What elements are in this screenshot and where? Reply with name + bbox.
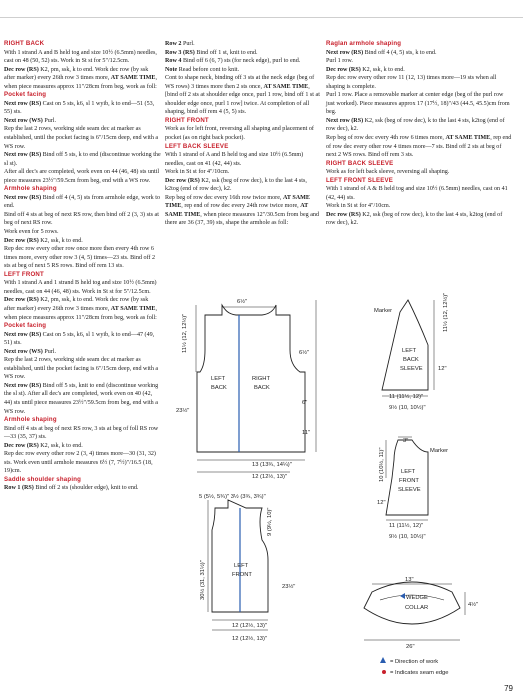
collar-label-1: WEDGE — [406, 595, 428, 601]
instruction-paragraph: Bind off 4 sts at beg of next RS row, 3 sts at beg of foll RS row—33 (35, 37) sts. — [4, 425, 159, 441]
instruction-paragraph: Rep dec row every other row 11 (12, 13) times more—19 sts when all shaping is complete. — [326, 75, 497, 90]
instruction-label: Dec row (RS) — [326, 211, 363, 218]
instruction-text: Rep beg of row dec every 4th row 6 times more, — [326, 135, 446, 142]
instruction-text: Purl. — [44, 117, 57, 124]
back-bottom-outer: 13 (13¾, 14¼)" — [252, 462, 292, 468]
back-side: 11" — [302, 430, 311, 436]
instruction-text: , when piece measures approx 11"/28cm from beg, work as foll: — [4, 75, 158, 90]
front-sleeve-label-3: SLEEVE — [398, 487, 421, 493]
instruction-text: K2, pm, ssk, k to end. Work dec row (by ssk after marker) every 26th row 3 times more, — [4, 297, 149, 312]
section-heading: Pocket facing — [4, 322, 47, 330]
instruction-paragraph: Rep the last 2 rows, working side seam dec at marker as established, until the pocket facing is 6"/15cm deep, end with a WS row. — [4, 357, 159, 381]
instruction-text: K2, ssk, k to end. — [40, 442, 83, 449]
legend-arrow-text: = Direction of work — [390, 659, 439, 665]
instruction-label: Row 3 (RS) — [165, 49, 197, 56]
instruction-text: Purl. — [182, 41, 195, 47]
collar-label-2: COLLAR — [405, 605, 429, 611]
instruction-label: Next row (RS) — [4, 152, 43, 159]
front-armhole: 9 (9½, 10)" — [267, 507, 273, 536]
instruction-label: Next row (RS) — [326, 49, 365, 56]
back-sleeve-label-1: LEFT — [402, 348, 417, 354]
instruction-text: Cast on 5 sts, k6, sl 1 wyib, k to end—51 (53, 55) sts. — [4, 100, 155, 116]
back-sleeve-label-2: BACK — [403, 357, 419, 363]
instruction-paragraph: Work even for 5 rows. — [4, 229, 59, 236]
instruction-label: Row 1 (RS) — [4, 485, 36, 492]
instruction-text: Bind off 6 (6, 7) sts (for neck edge), purl to end. — [182, 58, 301, 65]
section-heading: LEFT BACK SLEEVE — [165, 142, 229, 150]
instruction-label: Dec row (RS) — [4, 237, 41, 244]
instruction-paragraph: After all dec's are completed, work even on 44 (46, 48) sts until piece measures 23½"/59.5cm from beg, end with a WS row. — [4, 169, 160, 184]
front-sleeve-bottom-outer: 11 (11½, 12)" — [389, 523, 424, 529]
instruction-paragraph: With 1 strand A and 1 strand B held tog and size 10½ (6.5mm) needles, cast on 44 (46, 48) sts. Work in St st for 5"/12.5cm. — [4, 280, 157, 295]
instruction-text: Bind off 2 sts (shoulder edge), knit to end. — [35, 485, 139, 492]
instruction-label: Next row (RS) — [4, 331, 43, 338]
collar-bottom: 26" — [406, 644, 415, 650]
instruction-label: Dec row (RS) — [4, 66, 41, 73]
back-right-label-1: RIGHT — [252, 376, 271, 382]
instruction-paragraph: Rep dec row every other row 2 (3, 4) times more—30 (31, 32) sts. Work even until armhole measures 6½ (7, 7½)"/16.5 (18, 19)cm. — [4, 451, 156, 475]
front-top-measure: 5 (5½, 5¾)" 3½ (3¾, 3¾)" — [199, 494, 266, 500]
instruction-text: , rep end of row dec every other row 4 times more—7 sts. Bind off 2 sts at beg of next 2 WS rows. Bind off rem 3 sts. — [326, 135, 512, 159]
front-sleeve-marker: Marker — [430, 448, 449, 454]
instruction-paragraph: Purl 1 row. — [326, 58, 353, 65]
instruction-text: , when piece measures approx 11"/28cm from beg, work as foll: — [4, 305, 158, 321]
instruction-text: , when piece measures 12"/30.5cm from beg and there are 36 (37, 39) sts, shape the armhole as foll: — [165, 211, 320, 227]
back-sleeve-bottom-outer: 11 (11½, 12)" — [389, 394, 424, 400]
instruction-text: Bind off 5 sts, knit to end (discontinue working the sl st). After all dec's are completed, work even on 40 (42, 44) sts until piece measures 23½"/59.5cm from beg, end with a WS row. — [4, 382, 159, 415]
instruction-label: Next row (RS) — [4, 382, 43, 389]
instruction-text: Bind off 1 st, knit to end. — [196, 49, 258, 56]
instruction-label: AT SAME TIME — [110, 75, 156, 82]
back-sleeve-length: 12" — [438, 366, 447, 372]
back-sleeve-marker: Marker — [374, 308, 393, 314]
instruction-label: AT SAME TIME — [445, 135, 491, 142]
front-sleeve-label-1: LEFT — [401, 469, 416, 475]
instruction-text: Bind off 5 sts, k to end (discontinue working the sl st). — [4, 152, 161, 167]
instruction-paragraph: Rep dec row every other row once more then every 4th row 6 times more, every other row 3 (4, 5) times—23 sts. Bind off 2 sts at beg of next 5 RS rows. Bind off rem 13 sts. — [4, 246, 156, 270]
back-armhole: 6½" — [299, 350, 310, 356]
instruction-text: K2, ssk (beg of row dec), k to the last 4 sts, k2tog (end of row dec), k2. — [326, 211, 503, 227]
instruction-label: AT SAME TIME — [165, 203, 309, 218]
back-left-label-1: LEFT — [211, 376, 226, 382]
front-side: 23½" — [282, 584, 296, 590]
instruction-label: Next row (RS) — [4, 100, 43, 107]
instruction-label: AT SAME TIME — [263, 83, 309, 90]
section-heading: Armhole shaping — [4, 185, 57, 193]
instruction-paragraph: With 1 strand A and B held tog and size 10½ (6.5mm) needles, cast on 48 (50, 52) sts. Work in St st for 5"/12.5cm. — [4, 49, 157, 65]
instruction-label: Next row (RS) — [326, 117, 365, 124]
instruction-text: K2, ssk, k to end. — [362, 66, 405, 73]
back-sleeve-label-3: SLEEVE — [400, 366, 423, 372]
back-sleeve-height: 11½ (12, 12½)" — [443, 292, 449, 332]
instruction-text: Bind off 4 (4, 5) sts from armhole edge, work to end. — [4, 194, 160, 210]
section-heading: RIGHT BACK SLEEVE — [326, 159, 394, 167]
instruction-label: Dec row (RS) — [165, 177, 202, 184]
back-pocket: 6" — [302, 400, 308, 406]
instruction-text: Cast on 5 sts, k6, sl 1 wyib, k to end—47 (49, 51) sts. — [4, 331, 155, 347]
instruction-paragraph: With 1 strand of A and B held tog and size 10½ (6.5mm) needles, cast on 41 (42, 44) sts. — [165, 152, 304, 167]
instruction-label: Next row (WS) — [4, 348, 45, 355]
instruction-text: K2, ssk, k to end. — [40, 237, 83, 244]
instruction-text: Rep beg of row dec every 16th row twice more, — [165, 194, 283, 201]
collar-schematic — [364, 582, 465, 640]
instruction-paragraph: With 1 strand of A & B held tog and size 10½ (6.5mm) needles, cast on 41 (42, 44) sts. — [326, 186, 508, 201]
front-sleeve-bottom-inner: 9½ (10, 10½)" — [389, 534, 426, 540]
instruction-paragraph: Bind off 4 sts at beg of next RS row, then bind off 2 (3, 3) sts at beg of next RS row. — [4, 211, 159, 227]
instruction-paragraph: Work in St st for 4"/10cm. — [165, 169, 230, 176]
section-heading: Saddle shoulder shaping — [4, 475, 82, 483]
back-left-label-2: BACK — [211, 385, 227, 391]
collar-top: 13" — [405, 577, 414, 583]
back-top-measure: 6½" — [237, 299, 248, 305]
instruction-paragraph: Work as for left front, reversing all shaping and placement of pocket (as on right back pocket). — [165, 126, 314, 142]
instruction-label: Dec row (RS) — [326, 66, 363, 73]
instruction-label: Dec row (RS) — [4, 442, 41, 449]
instruction-paragraph: Rep the last 2 rows, working side seam dec at marker as established, until the pocket facing is 6"/15cm deep, end with a WS row. — [4, 126, 159, 150]
instruction-label: AT SAME TIME — [165, 194, 310, 210]
back-total: 23½" — [176, 408, 190, 414]
collar-side: 4½" — [468, 602, 479, 608]
instruction-paragraph: Work in St st for 4"/10cm. — [326, 203, 391, 210]
section-heading: RIGHT BACK — [4, 40, 45, 47]
section-heading: LEFT FRONT — [4, 270, 44, 278]
front-label-1: LEFT — [234, 563, 249, 569]
back-right-label-2: BACK — [254, 385, 270, 391]
page-number: 79 — [504, 684, 513, 693]
instruction-label: Note — [165, 66, 179, 73]
instruction-label: Row 2 — [165, 41, 183, 47]
instruction-label: Dec row (RS) — [4, 297, 41, 304]
instruction-text: , rep end of row dec every 24th row twice more, — [181, 203, 301, 210]
seam-dot — [382, 670, 386, 674]
instruction-label: Next row (RS) — [4, 194, 43, 201]
instruction-label: AT SAME TIME — [110, 305, 156, 312]
front-height: 30½ (31, 31½)" — [200, 560, 206, 600]
back-sleeve-bottom-inner: 9½ (10, 10½)" — [389, 405, 426, 411]
front-sleeve-height: 10 (10½, 11)" — [379, 447, 385, 482]
back-bottom-inner: 12 (12½, 13)" — [252, 474, 287, 480]
front-label-2: FRONT — [232, 572, 252, 578]
instruction-paragraph: Purl 1 row. Place a removable marker at center edge (beg of the purl row just worked). Piece measures approx 17 (17½, 18)"/43 (44.5, 45.5)cm from beg. — [326, 92, 510, 116]
instruction-text: Bind off 4 (4, 5) sts, k to end. — [364, 49, 437, 56]
front-sleeve-label-2: FRONT — [399, 478, 419, 484]
instruction-text: Read before cont to knit. — [178, 66, 240, 73]
instruction-text: K2, ssk (beg of row dec), k to the last 4 sts, k2tog (end of row dec), k2. — [165, 177, 307, 193]
legend-dot-text: = Indicates seam edge — [390, 670, 449, 676]
front-sleeve-top: 3" — [403, 438, 409, 444]
back-left-height: 11½ (12, 12½)" — [182, 313, 188, 353]
section-heading: Pocket facing — [4, 91, 47, 99]
instruction-label: Next row (WS) — [4, 117, 45, 124]
section-heading: Raglan armhole shaping — [326, 40, 402, 47]
instruction-paragraph: Work as for left back sleeve, reversing all shaping. — [326, 169, 450, 176]
instruction-text: Purl. — [44, 348, 57, 355]
front-bottom-outer: 12 (12½, 13)" — [232, 623, 267, 629]
instruction-text: K2, ssk (beg of row dec), k to the last 4 sts, k2tog (end of row dec), k2. — [326, 117, 505, 133]
front-bottom-inner: 12 (12½, 13)" — [232, 636, 267, 642]
instruction-text: K2, pm, ssk, k to end. Work dec row (by ssk after marker) every 26th row 3 times more, — [4, 66, 149, 82]
section-heading: LEFT FRONT SLEEVE — [326, 176, 394, 184]
instruction-text: , [bind off 2 sts at shoulder edge once, purl 1 row, bind off 1 st at shoulder edge once, purl 1 row] twice. At completion of all shaping, bind off rem 4 (5, 5) sts. — [165, 83, 320, 116]
front-sleeve-length: 12" — [377, 500, 386, 506]
section-heading: Armhole shaping — [4, 416, 57, 424]
section-heading: RIGHT FRONT — [165, 116, 209, 124]
instruction-label: Row 4 — [165, 58, 183, 65]
instruction-text: Cont to shape neck, binding off 3 sts at the neck edge (beg of WS rows) 3 times more then 2 sts once, — [165, 75, 315, 90]
